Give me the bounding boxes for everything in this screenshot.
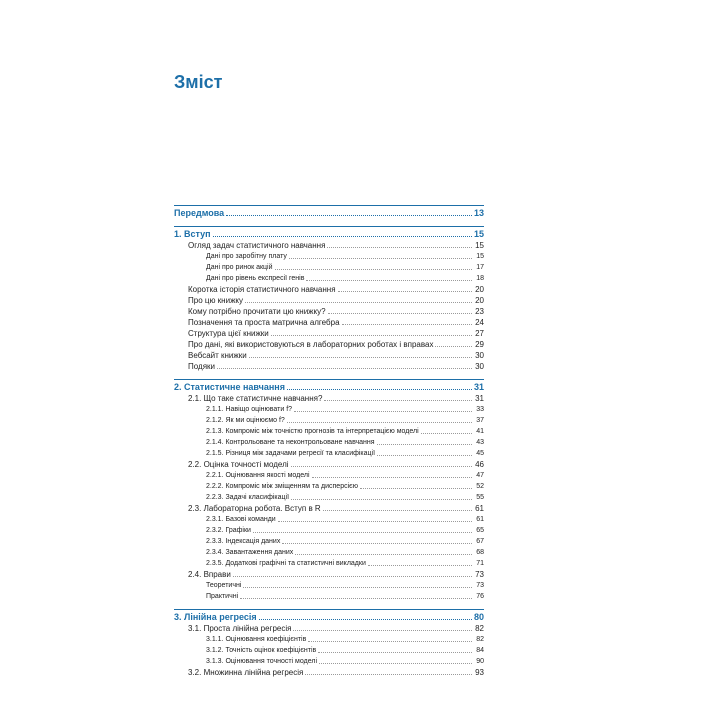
toc-entry-title: 2.3.5. Додаткові графічні та статистичні викладки xyxy=(206,560,366,567)
dot-leader xyxy=(360,488,472,489)
toc-page-number: 15 xyxy=(475,241,484,250)
toc-page-number: 20 xyxy=(475,296,484,305)
toc-entry[interactable] xyxy=(174,503,484,514)
dot-leader xyxy=(368,565,472,566)
dot-leader xyxy=(287,389,472,390)
toc-page-number: 33 xyxy=(476,406,484,413)
toc-entry[interactable] xyxy=(174,591,484,602)
toc-entry-title: 2.3.4. Завантаження даних xyxy=(206,549,294,556)
dot-leader xyxy=(259,619,472,620)
dot-leader xyxy=(319,663,472,664)
toc-entry[interactable] xyxy=(174,470,484,481)
dot-leader xyxy=(294,411,472,412)
toc-entry[interactable] xyxy=(174,404,484,415)
toc-chapter-entry[interactable] xyxy=(174,382,484,393)
toc-page-number: 24 xyxy=(475,318,484,327)
dot-leader xyxy=(312,477,472,478)
toc-page-number: 31 xyxy=(473,382,484,392)
chapter-rule xyxy=(174,379,484,380)
toc-page-number: 82 xyxy=(476,636,484,643)
dot-leader xyxy=(291,466,472,467)
dot-leader xyxy=(323,510,472,511)
dot-leader xyxy=(217,368,472,369)
dot-leader xyxy=(275,269,472,270)
dot-leader xyxy=(233,576,472,577)
toc-entry[interactable] xyxy=(174,273,484,284)
toc-chapter-entry[interactable] xyxy=(174,208,484,219)
dot-leader xyxy=(287,422,472,423)
dot-leader xyxy=(291,499,472,500)
toc-chapter-entry[interactable] xyxy=(174,229,484,240)
dot-leader xyxy=(435,346,472,347)
dot-leader xyxy=(240,598,472,599)
toc-page-number: 30 xyxy=(475,351,484,360)
dot-leader xyxy=(271,335,472,336)
toc-entry-title: Кому потрібно прочитати цю книжку? xyxy=(188,307,326,316)
toc-entry[interactable] xyxy=(174,437,484,448)
dot-leader xyxy=(324,400,472,401)
dot-leader xyxy=(305,674,472,675)
toc-entry[interactable] xyxy=(174,240,484,251)
toc-entry[interactable] xyxy=(174,328,484,339)
toc-entry-title: 2.2.1. Оцінювання якості моделі xyxy=(206,472,310,479)
toc-entry-title: Дані про ринок акцій xyxy=(206,264,273,271)
toc-page-number: 45 xyxy=(476,450,484,457)
toc-page-number: 31 xyxy=(475,394,484,403)
toc-page-number: 82 xyxy=(475,624,484,633)
toc-entry-title: Дані про рівень експресії генів xyxy=(206,275,305,282)
toc-page-number: 73 xyxy=(475,570,484,579)
dot-leader xyxy=(282,543,472,544)
toc-page-number: 73 xyxy=(476,582,484,589)
dot-leader xyxy=(377,444,472,445)
toc-entry-title: 2.3.3. Індексація даних xyxy=(206,538,281,545)
toc-entry[interactable] xyxy=(174,306,484,317)
toc-page-number: 13 xyxy=(473,208,484,218)
toc-entry-title: 2.1.2. Як ми оцінюємо f? xyxy=(206,417,285,424)
dot-leader xyxy=(226,215,472,216)
toc-page-number: 17 xyxy=(476,264,484,271)
toc-entry-title: Практичні xyxy=(206,593,239,600)
toc-entry[interactable] xyxy=(174,623,484,634)
toc-entry[interactable] xyxy=(174,361,484,372)
toc-entry[interactable] xyxy=(174,284,484,295)
toc-entry-title: 1. Вступ xyxy=(174,229,211,239)
toc-page-number: 61 xyxy=(476,516,484,523)
toc-entry[interactable] xyxy=(174,393,484,404)
toc-entry-title: 2.2.2. Компроміс між зміщенням та дисперсією xyxy=(206,483,358,490)
toc-entry-title: 2.2.3. Задачі класифікації xyxy=(206,494,290,501)
toc-entry-title: Про дані, які використовуються в лабораторних роботах і вправах xyxy=(188,340,434,349)
dot-leader xyxy=(243,587,472,588)
toc-entry[interactable] xyxy=(174,481,484,492)
toc-entry[interactable] xyxy=(174,262,484,273)
toc-entry[interactable] xyxy=(174,339,484,350)
toc-entry-title: 3.1.1. Оцінювання коефіцієнтів xyxy=(206,636,307,643)
dot-leader xyxy=(306,280,472,281)
toc-entry[interactable] xyxy=(174,634,484,645)
toc-page-number: 20 xyxy=(475,285,484,294)
toc-page-number: 46 xyxy=(475,460,484,469)
dot-leader xyxy=(295,554,472,555)
dot-leader xyxy=(342,324,472,325)
toc-entry-title: Огляд задач статистичного навчання xyxy=(188,241,326,250)
toc-page-number: 47 xyxy=(476,472,484,479)
dot-leader xyxy=(245,302,472,303)
toc-entry[interactable] xyxy=(174,459,484,470)
toc-entry-title: 2. Статистичне навчання xyxy=(174,382,285,392)
dot-leader xyxy=(338,291,472,292)
toc-page-number: 30 xyxy=(475,362,484,371)
dot-leader xyxy=(213,236,472,237)
toc-entry[interactable] xyxy=(174,448,484,459)
chapter-rule xyxy=(174,205,484,206)
toc-page-number: 15 xyxy=(473,229,484,239)
dot-leader xyxy=(327,247,472,248)
toc-entry[interactable] xyxy=(174,569,484,580)
dot-leader xyxy=(278,521,472,522)
toc-entry-title: Вебсайт книжки xyxy=(188,351,247,360)
toc-entry-title: 2.1.4. Контрольоване та неконтрольоване навчання xyxy=(206,439,375,446)
toc-entry[interactable] xyxy=(174,558,484,569)
dot-leader xyxy=(249,357,472,358)
toc-entry-title: 3.1.3. Оцінювання точності моделі xyxy=(206,658,317,665)
toc-entry[interactable] xyxy=(174,580,484,591)
toc-page-number: 55 xyxy=(476,494,484,501)
toc-entry-title: 3.1.2. Точність оцінок коефіцієнтів xyxy=(206,647,317,654)
toc-page-number: 18 xyxy=(476,275,484,282)
toc-page-number: 80 xyxy=(473,612,484,622)
toc-entry-title: Передмова xyxy=(174,208,225,218)
chapter-rule xyxy=(174,226,484,227)
dot-leader xyxy=(253,532,472,533)
toc-entry-title: 2.4. Вправи xyxy=(188,570,231,579)
toc-entry-title: 2.3. Лабораторна робота. Вступ в R xyxy=(188,504,321,513)
toc-entry-title: Позначення та проста матрична алгебра xyxy=(188,318,340,327)
page-title: Зміст xyxy=(174,72,223,92)
toc-entry-title: Подяки xyxy=(188,362,215,371)
toc-entry-title: 3.2. Множинна лінійна регресія xyxy=(188,668,304,677)
toc-entry[interactable] xyxy=(174,514,484,525)
toc-entry-title: 2.2. Оцінка точності моделі xyxy=(188,460,289,469)
toc-page-number: 37 xyxy=(476,417,484,424)
toc-chapter-entry[interactable] xyxy=(174,612,484,623)
dot-leader xyxy=(293,630,472,631)
toc-entry-title: 2.3.2. Графіки xyxy=(206,527,251,534)
dot-leader xyxy=(308,641,472,642)
toc-entry-title: Структура цієї книжки xyxy=(188,329,269,338)
toc-entry[interactable] xyxy=(174,295,484,306)
toc-page-number: 76 xyxy=(476,593,484,600)
toc-page-number: 23 xyxy=(475,307,484,316)
toc-page-number: 41 xyxy=(476,428,484,435)
toc-entry[interactable] xyxy=(174,656,484,667)
toc-entry-title: 2.3.1. Базові команди xyxy=(206,516,276,523)
toc-entry[interactable] xyxy=(174,415,484,426)
dot-leader xyxy=(377,455,472,456)
toc-entry-title: 2.1. Що таке статистичне навчання? xyxy=(188,394,323,403)
toc-entry-title: 2.1.3. Компроміс між точністю прогнозів та інтерпретацією моделі xyxy=(206,428,419,435)
toc-entry[interactable] xyxy=(174,350,484,361)
toc-entry-title: Коротка історія статистичного навчання xyxy=(188,285,336,294)
toc-entry[interactable] xyxy=(174,667,484,678)
toc-page-number: 93 xyxy=(475,668,484,677)
toc-page-number: 90 xyxy=(476,658,484,665)
dot-leader xyxy=(328,313,472,314)
dot-leader xyxy=(421,433,472,434)
toc-page-number: 61 xyxy=(475,504,484,513)
toc-page-number: 43 xyxy=(476,439,484,446)
toc-entry-title: 2.1.1. Навіщо оцінювати f? xyxy=(206,406,293,413)
toc-page-number: 67 xyxy=(476,538,484,545)
toc-entry[interactable] xyxy=(174,251,484,262)
toc-entry[interactable] xyxy=(174,536,484,547)
toc-page-number: 27 xyxy=(475,329,484,338)
toc-entry[interactable] xyxy=(174,317,484,328)
toc-entry[interactable] xyxy=(174,426,484,437)
toc-entry-title: Дані про заробітну плату xyxy=(206,253,287,260)
toc-entry[interactable] xyxy=(174,645,484,656)
dot-leader xyxy=(318,652,472,653)
dot-leader xyxy=(289,258,472,259)
toc-page-number: 29 xyxy=(475,340,484,349)
toc-entry[interactable] xyxy=(174,525,484,536)
toc-entry[interactable] xyxy=(174,547,484,558)
toc-entry-title: Теоретичні xyxy=(206,582,242,589)
toc-entry-title: 2.1.5. Різниця між задачами регресії та класифікації xyxy=(206,450,376,457)
toc-page-number: 52 xyxy=(476,483,484,490)
toc-entry-title: Про цю книжку xyxy=(188,296,244,305)
chapter-rule xyxy=(174,609,484,610)
toc-entry[interactable] xyxy=(174,492,484,503)
toc-page-number: 71 xyxy=(476,560,484,567)
toc-page-number: 68 xyxy=(476,549,484,556)
toc-page-number: 84 xyxy=(476,647,484,654)
toc-entry-title: 3.1. Проста лінійна регресія xyxy=(188,624,292,633)
toc-page-number: 65 xyxy=(476,527,484,534)
toc-page-number: 15 xyxy=(476,253,484,260)
toc-entry-title: 3. Лінійна регресія xyxy=(174,612,257,622)
